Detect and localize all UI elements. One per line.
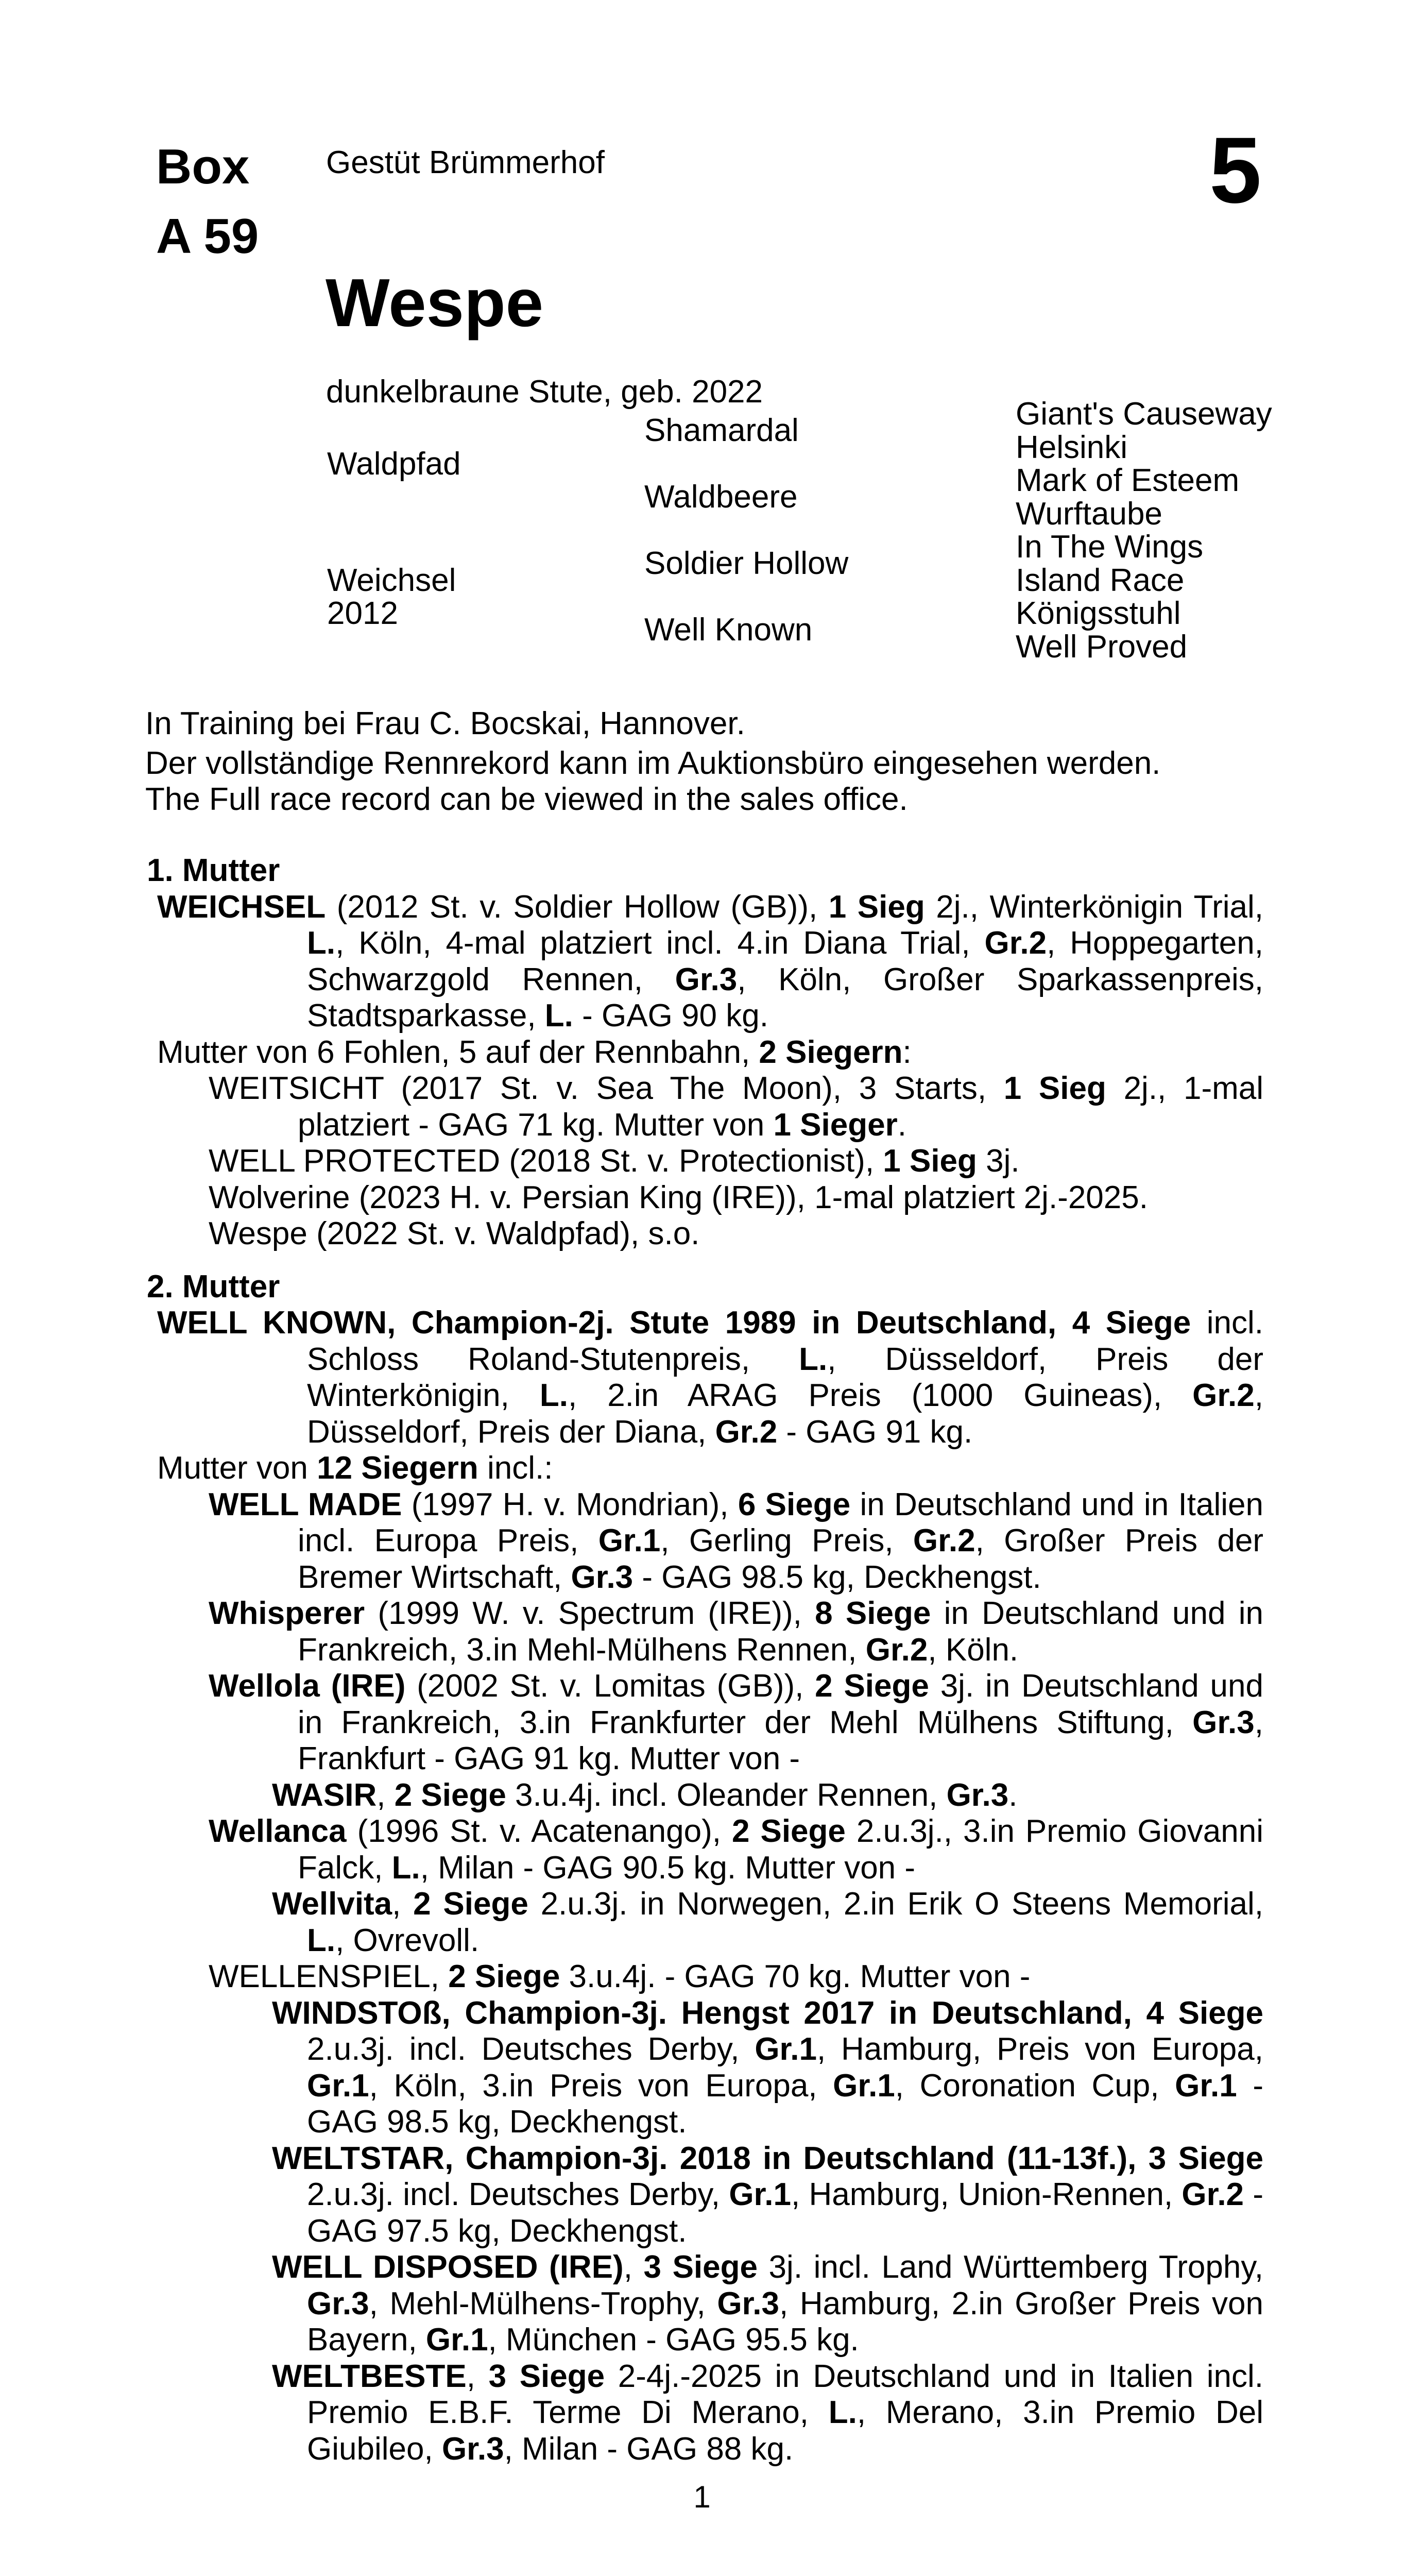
pedigree-gen3-6: Island Race — [1016, 562, 1185, 598]
pedigree-paragraph: WEICHSEL (2012 St. v. Soldier Hollow (GB)), 1 Sieg 2j., Winterkönigin Trial, L., Köln, 4-mal platziert incl. 4.in Diana Trial, Gr.2, Hoppegarten, Schwarzgold Rennen, Gr.3, Köln, Großer Sparkassenpreis, Stadtsparkasse, L. - GAG 90 kg. — [157, 889, 1263, 1033]
pedigree-dam — [327, 531, 644, 664]
pedigree-paragraph: Wellola (IRE) (2002 St. v. Lomitas (GB)), 2 Siege 3j. in Deutschland und in Frankreich, 3.in Frankfurter der Mehl Mülhens Stiftung, Gr.3, Frankfurt - GAG 91 kg. Mutter von - — [209, 1668, 1263, 1776]
pedigree-paragraph: WELL PROTECTED (2018 St. v. Protectionist), 1 Sieg 3j. — [209, 1143, 1020, 1179]
pedigree-dam-name: Weichsel — [327, 562, 456, 598]
pedigree-paragraph: Wellanca (1996 St. v. Acatenango), 2 Siege 2.u.3j., 3.in Premio Giovanni Falck, L., Milan - GAG 90.5 kg. Mutter von - — [209, 1814, 1264, 1886]
notes-block — [145, 706, 1309, 818]
pedigree-gen3-3: Mark of Esteem — [1016, 463, 1240, 498]
pedigree-paragraph: WELL MADE (1997 H. v. Mondrian), 6 Siege in Deutschland und in Italien incl. Europa Preis, Gr.1, Gerling Preis, Gr.2, Großer Preis der Bremer Wirtschaft, Gr.3 - GAG 98.5 kg, Deckhengst. — [209, 1486, 1264, 1595]
pedigree-gen2-dam-sire: Soldier Hollow — [644, 546, 849, 582]
box-label: Box — [156, 139, 250, 194]
pedigree-gen3-8: Well Proved — [1016, 629, 1188, 665]
page-number: 1 — [693, 2480, 711, 2514]
section-heading: 1. Mutter — [147, 853, 280, 888]
pedigree-paragraph: Mutter von 6 Fohlen, 5 auf der Rennbahn, 2 Siegern: — [157, 1034, 912, 1070]
pedigree-paragraph: Wellvita, 2 Siege 2.u.3j. in Norwegen, 2.in Erik O Steens Memorial, L., Ovrevoll. — [272, 1886, 1263, 1958]
section-heading: 2. Mutter — [147, 1268, 280, 1304]
pedigree-gen3-4: Wurftaube — [1016, 496, 1162, 532]
pedigree-sections — [145, 853, 1263, 2467]
pedigree-paragraph: WELL KNOWN, Champion-2j. Stute 1989 in Deutschland, 4 Siege incl. Schloss Roland-Stutenpreis, L., Düsseldorf, Preis der Winterkönigin, L., 2.in ARAG Preis (1000 Guineas), Gr.2, Düsseldorf, Preis der Diana, Gr.2 - GAG 91 kg. — [157, 1305, 1263, 1450]
pedigree-paragraph: Wolverine (2023 H. v. Persian King (IRE)), 1-mal platziert 2j.-2025. — [209, 1179, 1148, 1215]
record-note-de: Der vollständige Rennrekord kann im Auktionsbüro eingesehen werden. — [145, 745, 1161, 781]
pedigree-gen3-5: In The Wings — [1016, 529, 1204, 565]
consignor-name: Gestüt Brümmerhof — [326, 145, 605, 180]
pedigree-paragraph: WINDSTOß, Champion-3j. Hengst 2017 in Deutschland, 4 Siege 2.u.3j. incl. Deutsches Derby, Gr.1, Hamburg, Preis von Europa, Gr.1, Köln, 3.in Preis von Europa, Gr.1, Coronation Cup, Gr.1 - GAG 98.5 kg, Deckhengst. — [272, 1995, 1263, 2140]
pedigree-paragraph: WELTSTAR, Champion-3j. 2018 in Deutschland (11-13f.), 3 Siege 2.u.3j. incl. Deutsches Derby, Gr.1, Hamburg, Union-Rennen, Gr.2 - GAG 97.5 kg, Deckhengst. — [272, 2140, 1263, 2249]
pedigree-sire: Waldpfad — [327, 446, 461, 482]
pedigree-gen3-1: Giant's Causeway — [1016, 396, 1272, 432]
lot-number: 5 — [1209, 117, 1262, 223]
pedigree-gen3-7: Königsstuhl — [1016, 596, 1181, 631]
pedigree-paragraph: WELTBESTE, 3 Siege 2-4j.-2025 in Deutschland und in Italien incl. Premio E.B.F. Terme Di Merano, L., Merano, 3.in Premio Del Giubileo, Gr.3, Milan - GAG 88 kg. — [272, 2358, 1264, 2467]
pedigree-paragraph: Mutter von 12 Siegern incl.: — [157, 1450, 553, 1486]
pedigree-paragraph: WELL DISPOSED (IRE), 3 Siege 3j. incl. Land Württemberg Trophy, Gr.3, Mehl-Mülhens-Trophy, Gr.3, Hamburg, 2.in Großer Preis von Bayern, Gr.1, München - GAG 95.5 kg. — [272, 2249, 1263, 2358]
box-number: A 59 — [156, 209, 259, 264]
pedigree-paragraph: WELLENSPIEL, 2 Siege 3.u.4j. - GAG 70 kg. Mutter von - — [209, 1959, 1031, 1994]
box-stall-block — [156, 132, 259, 271]
training-note: In Training bei Frau C. Bocskai, Hannover. — [145, 706, 745, 741]
pedigree-gen3-2: Helsinki — [1016, 429, 1128, 465]
pedigree-paragraph: WEITSICHT (2017 St. v. Sea The Moon), 3 Starts, 1 Sieg 2j., 1-mal platziert - GAG 71 kg. Mutter von 1 Sieger. — [209, 1071, 1264, 1143]
pedigree-dam-year: 2012 — [327, 596, 398, 631]
pedigree-table — [327, 398, 1404, 664]
pedigree-gen2-sire-sire: Shamardal — [644, 413, 799, 449]
pedigree-gen2-sire-dam: Waldbeere — [644, 479, 798, 515]
record-note-en: The Full race record can be viewed in the sales office. — [145, 782, 908, 817]
pedigree-paragraph: Wespe (2022 St. v. Waldpfad), s.o. — [209, 1216, 700, 1251]
horse-description: dunkelbraune Stute, geb. 2022 — [326, 374, 763, 410]
horse-name: Wespe — [326, 265, 544, 341]
pedigree-paragraph: WASIR, 2 Siege 3.u.4j. incl. Oleander Rennen, Gr.3. — [272, 1777, 1018, 1813]
pedigree-paragraph: Whisperer (1999 W. v. Spectrum (IRE)), 8 Siege in Deutschland und in Frankreich, 3.in Mehl-Mülhens Rennen, Gr.2, Köln. — [209, 1596, 1264, 1668]
pedigree-gen2-dam-dam: Well Known — [644, 612, 813, 648]
